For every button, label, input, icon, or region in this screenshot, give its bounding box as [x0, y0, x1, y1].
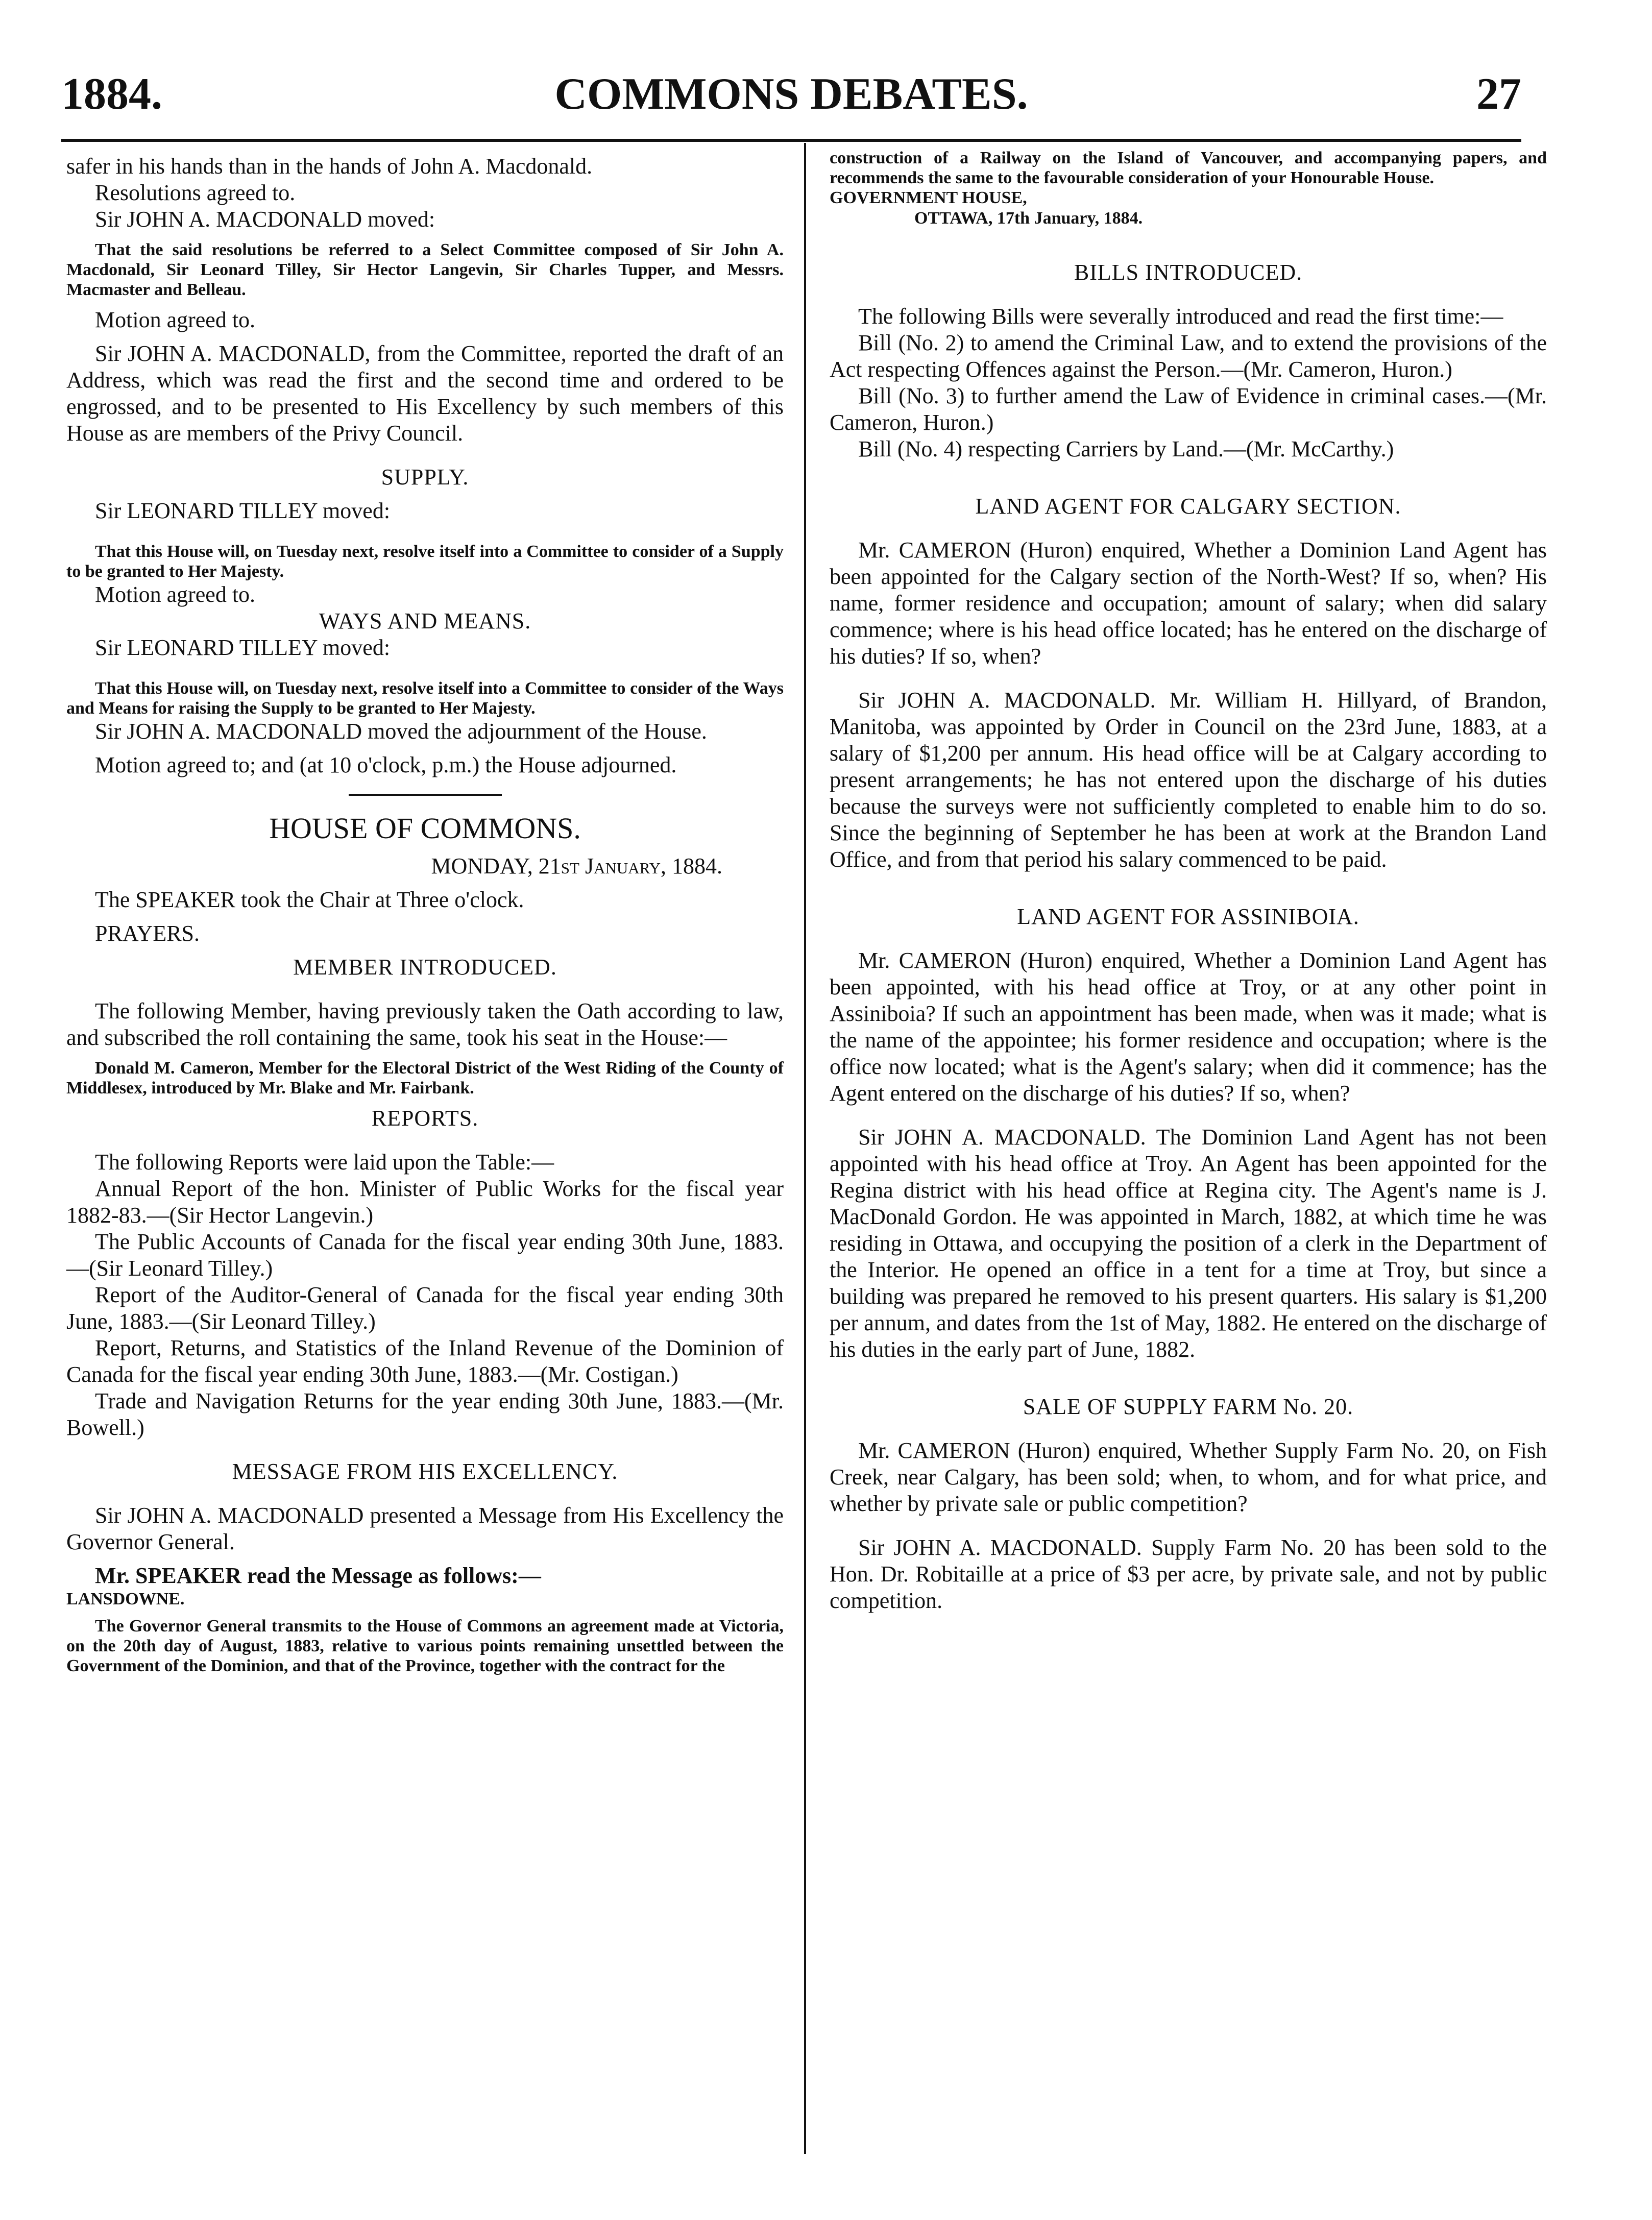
paragraph: Trade and Navigation Returns for the year ending 30th June, 1883.—(Mr. Bowell.): [66, 1388, 784, 1440]
left-column: [66, 153, 784, 1676]
motion-text: That this House will, on Tuesday next, resolve itself into a Committee to consider of the Ways and Means for raising the Supply to be granted to Her Majesty.: [66, 679, 784, 718]
section-heading-supply-farm: SALE OF SUPPLY FARM No. 20.: [1023, 1394, 1354, 1419]
paragraph: Mr. SPEAKER read the Message as follows:—: [95, 1563, 541, 1588]
paragraph: The following Member, having previously taken the Oath according to law, and subscribed the roll containing the same, took his seat in the House:—: [66, 998, 784, 1050]
paragraph: Sir JOHN A. MACDONALD presented a Message from His Excellency the Governor General.: [66, 1503, 784, 1554]
paragraph: Motion agreed to.: [95, 307, 256, 332]
paragraph: Sir JOHN A. MACDONALD. The Dominion Land Agent has not been appointed with his head office at Troy. An Agent has been appointed for the Regina district with his head office at Regina city. The Agent's name is J. MacDonald Gordon. He was appointed in March, 1882, at which time he was residing in Ottawa, and occupying the position of a clerk in the Department of the Interior. He opened an office in a tent for a time at Troy, but since a building was prepared he removed to his present quarters. His salary is $1,200 per annum, and dates from the 1st of May, 1882. He entered on the discharge of his duties in the early part of June, 1882.: [830, 1125, 1547, 1362]
paragraph: Bill (No. 4) respecting Carriers by Land.—(Mr. McCarthy.): [858, 436, 1394, 461]
paragraph: Resolutions agreed to.: [95, 180, 296, 205]
paragraph: The Public Accounts of Canada for the fiscal year ending 30th June, 1883.—(Sir Leonard Tilley.): [66, 1229, 784, 1281]
header-page-number: 27: [1476, 69, 1521, 119]
section-rule: [349, 794, 502, 796]
paragraph: Sir LEONARD TILLEY moved:: [95, 498, 391, 523]
paragraph: Sir JOHN A. MACDONALD. Supply Farm No. 20 has been sold to the Hon. Dr. Robitaille at a price of $3 per acre, by private sale, and not by public competition.: [830, 1535, 1547, 1613]
paragraph: Sir JOHN A. MACDONALD, from the Committee, reported the draft of an Address, which was read the first and the second time and ordered to be engrossed, and to be presented to His Excellency by such members of this House as are members of the Privy Council.: [66, 341, 784, 446]
paragraph: Bill (No. 3) to further amend the Law of Evidence in criminal cases.—(Mr. Cameron, Huron.): [830, 383, 1547, 435]
section-heading-assiniboia: LAND AGENT FOR ASSINIBOIA.: [1017, 904, 1359, 929]
paragraph: Report, Returns, and Statistics of the Inland Revenue of the Dominion of Canada for the fiscal year ending 30th June, 1883.—(Mr. Costigan.): [66, 1335, 784, 1387]
header-title: COMMONS DEBATES.: [554, 69, 1028, 119]
header-year: 1884.: [61, 69, 162, 119]
section-heading-message: MESSAGE FROM HIS EXCELLENCY.: [232, 1459, 618, 1484]
sitting-date: MONDAY, 21st January, 1884.: [431, 853, 722, 879]
paragraph: Sir LEONARD TILLEY moved:: [95, 635, 391, 660]
paragraph: Annual Report of the hon. Minister of Public Works for the fiscal year 1882-83.—(Sir Hector Langevin.): [66, 1176, 784, 1228]
paragraph: The following Reports were laid upon the Table:—: [95, 1150, 554, 1175]
paragraph: The SPEAKER took the Chair at Three o'clock.: [95, 887, 524, 912]
paragraph: Mr. CAMERON (Huron) enquired, Whether Supply Farm No. 20, on Fish Creek, near Calgary, has been sold; when, to whom, and for what price, and whether by private sale or public competition?: [830, 1438, 1547, 1516]
signature-date: OTTAWA, 17th January, 1884.: [914, 209, 1143, 228]
motion-text: That the said resolutions be referred to a Select Committee composed of Sir John A. Macdonald, Sir Leonard Tilley, Sir Hector Langevin, Sir Charles Tupper, and Messrs. Macmaster and Belleau.: [66, 240, 784, 299]
paragraph: Motion agreed to; and (at 10 o'clock, p.m.) the House adjourned.: [95, 752, 677, 777]
paragraph: Sir JOHN A. MACDONALD moved the adjournment of the House.: [95, 719, 707, 744]
section-heading-member-introduced: MEMBER INTRODUCED.: [293, 955, 557, 980]
section-heading-calgary: LAND AGENT FOR CALGARY SECTION.: [975, 494, 1401, 519]
paragraph: The following Bills were severally introduced and read the first time:—: [858, 304, 1503, 329]
message-text: construction of a Railway on the Island of Vancouver, and accompanying papers, and recommends the same to the favourable consideration of your Honourable House.: [830, 149, 1547, 187]
header-rule: [61, 139, 1521, 142]
section-heading-ways-and-means: WAYS AND MEANS.: [319, 608, 531, 633]
section-heading-supply: SUPPLY.: [381, 465, 469, 490]
prayers-label: PRAYERS.: [95, 921, 200, 946]
column-divider: [804, 143, 806, 2154]
right-column: [830, 148, 1547, 1614]
paragraph: safer in his hands than in the hands of John A. Macdonald.: [66, 154, 593, 179]
signature-lansdowne: LANSDOWNE.: [66, 1590, 185, 1608]
paragraph: Sir JOHN A. MACDONALD. Mr. William H. Hillyard, of Brandon, Manitoba, was appointed by Order in Council on the 23rd June, 1883, at a salary of $1,200 per annum. His head office will be at Calgary according to present arrangements; he has not entered upon the discharge of his duties because the surveys were not sufficiently completed to enable him to do so. Since the beginning of September he has been at work at the Brandon Land Office, and from that period his salary commenced to be paid.: [830, 688, 1547, 872]
house-of-commons-heading: HOUSE OF COMMONS.: [269, 812, 581, 845]
message-text: The Governor General transmits to the House of Commons an agreement made at Victoria, on the 20th day of August, 1883, relative to various points remaining unsettled between the Government of the Dominion, and that of the Province, together with the contract for the: [66, 1617, 784, 1675]
paragraph: Mr. CAMERON (Huron) enquired, Whether a Dominion Land Agent has been appointed for the Calgary section of the North-West? If so, when? His name, former residence and occupation; amount of salary; when did salary commence; where is his head office located; has he entered on the discharge of his duties? If so, when?: [830, 538, 1547, 669]
paragraph: Motion agreed to.: [95, 582, 256, 607]
signature-location: GOVERNMENT HOUSE,: [830, 188, 1027, 207]
page-header: [61, 66, 1521, 128]
section-heading-reports: REPORTS.: [371, 1106, 479, 1131]
member-text: Donald M. Cameron, Member for the Electoral District of the West Riding of the County of Middlesex, introduced by Mr. Blake and Mr. Fairbank.: [66, 1059, 784, 1097]
paragraph: Report of the Auditor-General of Canada for the fiscal year ending 30th June, 1883.—(Sir Leonard Tilley.): [66, 1282, 784, 1334]
section-heading-bills-introduced: BILLS INTRODUCED.: [1074, 260, 1303, 285]
paragraph: Sir JOHN A. MACDONALD moved:: [95, 207, 435, 232]
paragraph: Bill (No. 2) to amend the Criminal Law, and to extend the provisions of the Act respecting Offences against the Person.—(Mr. Cameron, Huron.): [830, 330, 1547, 382]
motion-text: That this House will, on Tuesday next, resolve itself into a Committee to consider of a Supply to be granted to Her Majesty.: [66, 542, 784, 581]
paragraph: Mr. CAMERON (Huron) enquired, Whether a Dominion Land Agent has been appointed, with his head office at Troy, or at any other point in Assiniboia? If such an appointment has been made, when was it made; what is the name of the appointee; his former residence and occupation; where is the office now located; what is the Agent's salary; when did it commence; has the Agent entered on the discharge of his duties? If so, when?: [830, 948, 1547, 1106]
